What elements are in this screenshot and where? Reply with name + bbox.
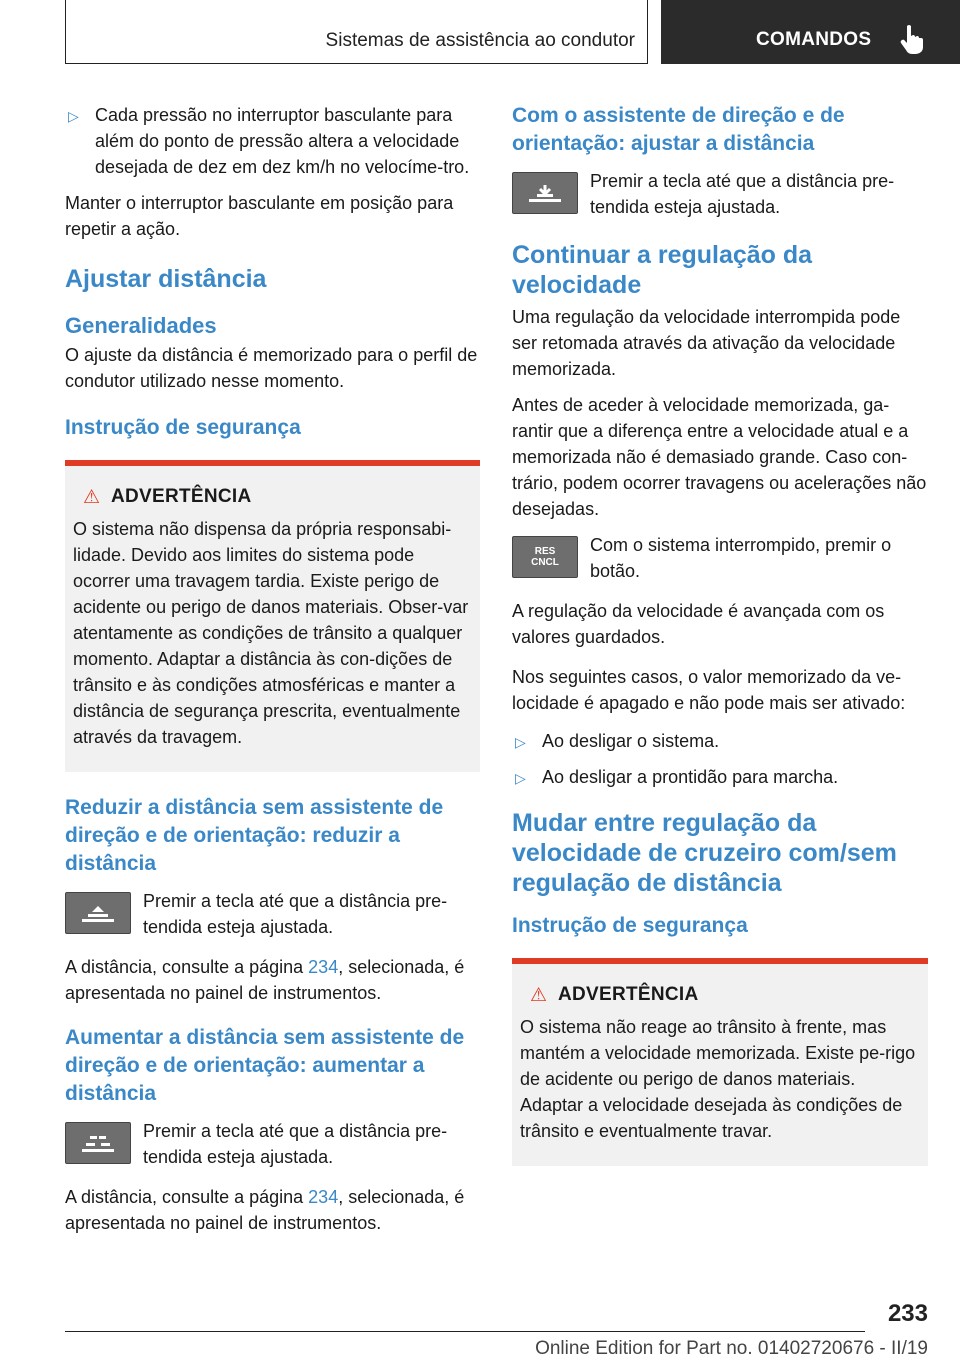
heading-reduzir: Reduzir a distância sem assistente de direção e de orientação: reduzir a distância [65, 796, 444, 875]
triangle-right-icon: ▷ [515, 770, 526, 786]
left-column [65, 102, 480, 1246]
heading-mudar: Mudar entre regulação da velocidade de cruzeiro com/sem regulação de distância [512, 809, 897, 897]
heading-aumentar: Aumentar a distância sem assistente de direção e de orientação: aumentar a distância [65, 1026, 465, 1105]
triangle-right-icon: ▷ [68, 108, 79, 124]
distance-assist-key[interactable] [512, 172, 578, 214]
warning-title: ⚠ ADVERTÊNCIA [73, 484, 472, 510]
triangle-right-icon: ▷ [515, 734, 526, 750]
chapter-tab[interactable] [661, 0, 960, 64]
res-cncl-button[interactable]: RES CNCL [512, 536, 578, 578]
section-title: Sistemas de assistência ao condutor [325, 30, 635, 51]
paragraph: A distância, consulte a página 234, selecionada, é apresentada no painel de instrumentos. [65, 1187, 465, 1233]
page-link[interactable]: 234 [308, 1187, 339, 1207]
key-row: Premir a tecla até que a distância pre-tendida esteja ajustada. [65, 888, 480, 940]
paragraph: Antes de aceder à velocidade memorizada, ga-rantir que a diferença entre a velocidade atual e a memorizada não é demasiado grande. Caso con-trário, podem ocorrer travagens ou acelerações não desejadas. [512, 395, 927, 519]
key-row: Premir a tecla até que a distância pre-tendida esteja ajustada. [512, 168, 928, 220]
paragraph: Uma regulação da velocidade interrompida pode ser retomada através da ativação da velocidade memorizada. [512, 307, 901, 379]
list-item: ▷ Ao desligar o sistema. [512, 728, 928, 754]
warning-text: O sistema não dispensa da própria responsabi-lidade. Devido aos limites do sistema pode ocorrer uma travagem tardia. Existe perigo de acidente ou perigo de danos materiais. Obser-var atentamente as condições de trânsito a qualquer momento. Adaptar a distância às con-dições de trânsito e às condições atmosféricas e manter a distância de segurança prescrita, eventualmente através da travagem. [73, 519, 469, 747]
paragraph: O ajuste da distância é memorizado para o perfil de condutor utilizado nesse momento. [65, 345, 478, 391]
page-link[interactable]: 234 [308, 957, 339, 977]
key-row: Premir a tecla até que a distância pre-tendida esteja ajustada. [65, 1118, 480, 1170]
chapter-tab-label: COMANDOS [756, 29, 872, 50]
heading-seguranca: Instrução de segurança [65, 416, 301, 439]
heading-ajustar: Ajustar distância [65, 265, 267, 293]
pointing-hand-icon [898, 24, 924, 54]
footer-divider [65, 1331, 865, 1332]
list-item: ▷ Ao desligar a prontidão para marcha. [512, 764, 928, 790]
warning-triangle-icon: ⚠ [530, 985, 548, 1006]
distance-decrease-icon [78, 902, 118, 924]
distance-decrease-key[interactable] [65, 892, 131, 934]
warning-text: O sistema não reage ao trânsito à frente, mas mantém a velocidade memorizada. Existe pe-rigo de acidente ou perigo de danos materiais. Adaptar a velocidade desejada às condições de trânsito e eventualmente travar. [520, 1017, 916, 1141]
heading-seguranca: Instrução de segurança [512, 914, 748, 937]
distance-assist-icon [525, 182, 565, 204]
paragraph: Manter o interruptor basculante em posição para repetir a ação. [65, 193, 454, 239]
warning-box [512, 958, 928, 1166]
distance-increase-key[interactable] [65, 1122, 131, 1164]
warning-triangle-icon: ⚠ [83, 487, 101, 508]
list-item: ▷ Cada pressão no interruptor basculante para além do ponto de pressão altera a velocidade desejada de dez em dez km/h no velocíme-tro. [68, 105, 470, 177]
paragraph: A regulação da velocidade é avançada com os valores guardados. [512, 601, 885, 647]
right-column [512, 102, 928, 1188]
paragraph: A distância, consulte a página 234, selecionada, é apresentada no painel de instrumentos. [65, 957, 465, 1003]
paragraph: Nos seguintes casos, o valor memorizado da ve-locidade é apagado e não pode mais ser ativado: [512, 667, 906, 713]
edition-text: Online Edition for Part no. 01402720676 - II/19 [535, 1338, 928, 1359]
page-number: 233 [887, 1300, 928, 1327]
distance-increase-icon [78, 1132, 118, 1154]
key-row: RES CNCL Com o sistema interrompido, premir o botão. [512, 532, 928, 584]
warning-title: ⚠ ADVERTÊNCIA [520, 982, 920, 1008]
heading-generalidades: Generalidades [65, 313, 217, 338]
heading-continuar: Continuar a regulação da velocidade [512, 241, 813, 299]
warning-box [65, 460, 480, 772]
heading-com-assistente: Com o assistente de direção e de orientação: ajustar a distância [512, 104, 845, 155]
